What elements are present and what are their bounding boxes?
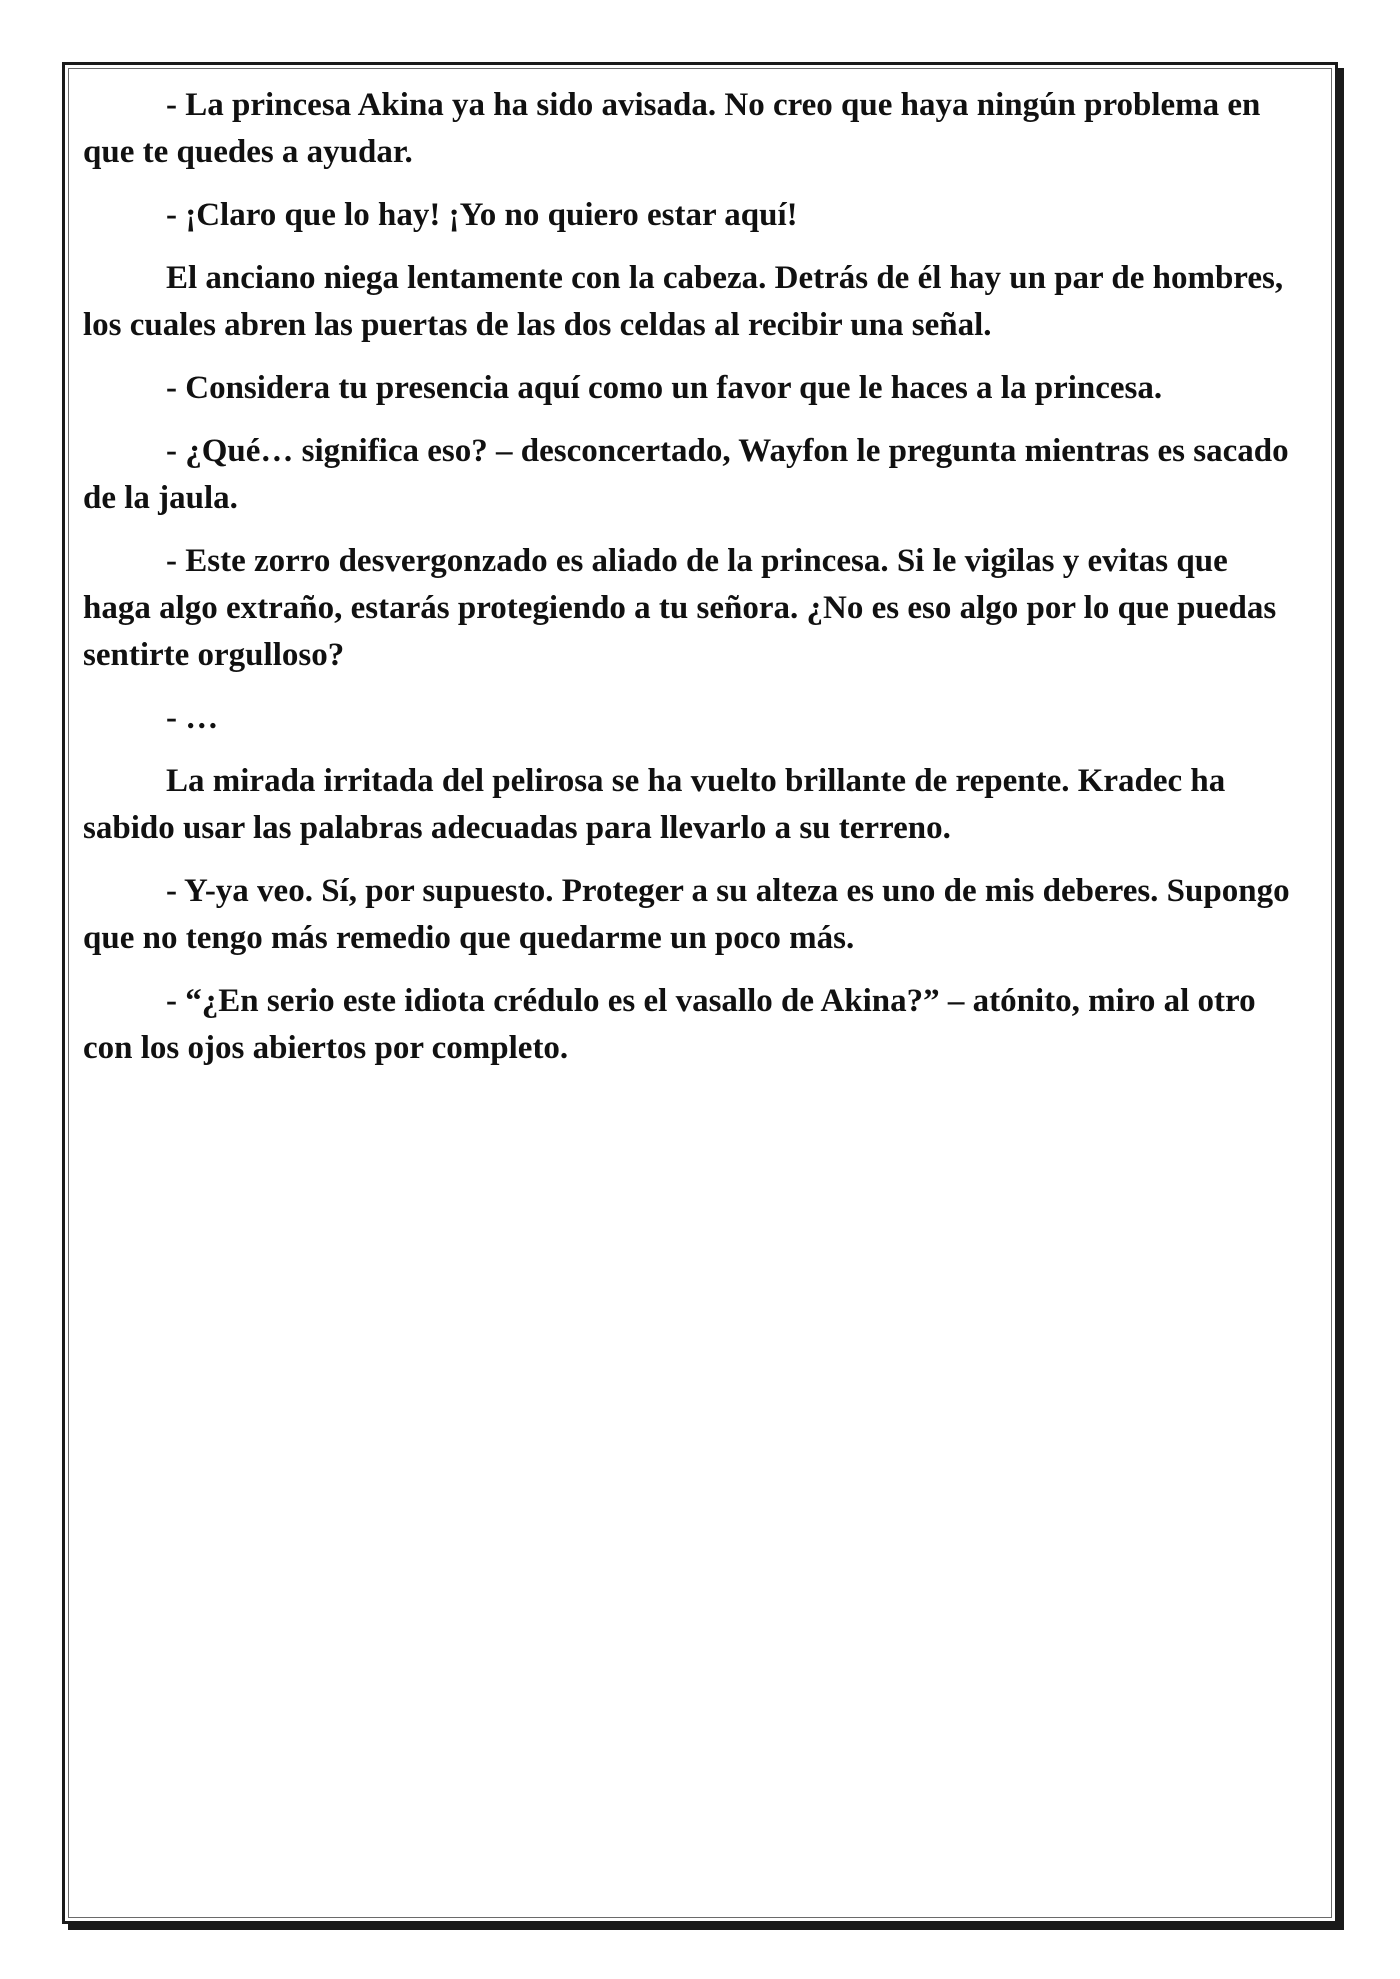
paragraph: - ¡Claro que lo hay! ¡Yo no quiero estar aquí! bbox=[166, 197, 798, 233]
paragraph: La mirada irritada del pelirosa se ha vuelto brillante de repente. Kradec ha sabido usar las palabras adecuadas para llevarlo a su terreno. bbox=[83, 763, 1226, 846]
paragraph: - Y-ya veo. Sí, por supuesto. Proteger a su alteza es uno de mis deberes. Supongo que no tengo más remedio que quedarme un poco más. bbox=[83, 873, 1290, 956]
paragraph: - … bbox=[166, 700, 219, 736]
paragraph: - “¿En serio este idiota crédulo es el vasallo de Akina?” – atónito, miro al otro con los ojos abiertos por completo. bbox=[83, 983, 1256, 1066]
paragraph: - Considera tu presencia aquí como un favor que le haces a la princesa. bbox=[166, 370, 1163, 406]
paragraph: El anciano niega lentamente con la cabeza. Detrás de él hay un par de hombres, los cuales abren las puertas de las dos celdas al recibir una señal. bbox=[83, 260, 1284, 343]
paragraph: - ¿Qué… significa eso? – desconcertado, Wayfon le pregunta mientras es sacado de la jaula. bbox=[83, 433, 1289, 516]
document-body bbox=[83, 82, 1293, 1088]
paragraph: - Este zorro desvergonzado es aliado de la princesa. Si le vigilas y evitas que haga algo extraño, estarás protegiendo a tu señora. ¿No es eso algo por lo que puedas sentirte orgulloso? bbox=[83, 543, 1277, 673]
paragraph: - La princesa Akina ya ha sido avisada. No creo que haya ningún problema en que te quedes a ayudar. bbox=[83, 87, 1261, 170]
